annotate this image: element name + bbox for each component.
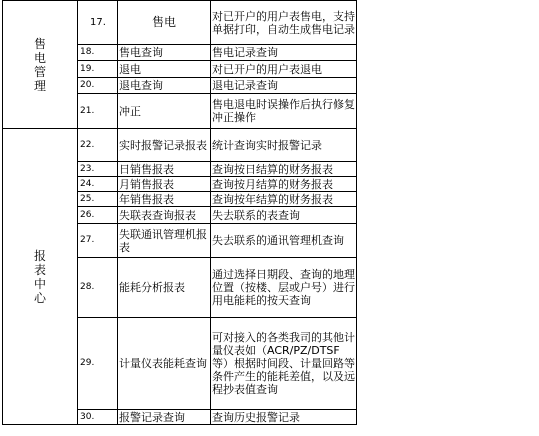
function-name: 计量仪表能耗查询 — [118, 318, 211, 410]
function-description: 退电记录查询 — [211, 78, 357, 94]
row-number: 19. — [78, 61, 118, 78]
function-name: 售电查询 — [118, 45, 211, 61]
function-name: 能耗分析报表 — [118, 258, 211, 318]
function-name: 实时报警记录报表 — [118, 129, 211, 162]
function-description: 查询按年结算的财务报表 — [211, 192, 357, 207]
section-char: 心 — [33, 290, 46, 305]
row-number: 21. — [78, 94, 118, 129]
table-row — [3, 129, 357, 162]
section-cell-sales-management — [3, 1, 78, 129]
function-name: 日销售报表 — [118, 162, 211, 177]
section-char: 管 — [33, 64, 46, 79]
section-char: 中 — [33, 276, 46, 291]
feature-table — [2, 0, 357, 425]
function-description: 售电退电时误操作后执行修复冲正操作 — [211, 94, 357, 129]
function-name: 冲正 — [118, 94, 211, 129]
function-description: 对已开户的用户表退电 — [211, 61, 357, 78]
function-name: 退电 — [118, 61, 211, 78]
row-number: 28. — [78, 258, 118, 318]
row-number: 25. — [78, 192, 118, 207]
row-number: 26. — [78, 207, 118, 224]
row-number: 23. — [78, 162, 118, 177]
function-name: 退电查询 — [118, 78, 211, 94]
function-name: 失联通讯管理机报表 — [118, 224, 211, 258]
section-char: 报 — [33, 248, 46, 263]
row-number: 22. — [78, 129, 118, 162]
function-description: 售电记录查询 — [211, 45, 357, 61]
function-description: 通过选择日期段、查询的地理位置（按楼、层或户号）进行用电能耗的按天查询 — [211, 258, 357, 318]
section-char: 电 — [33, 50, 46, 65]
section-char: 售 — [33, 36, 46, 51]
row-number: 17. — [78, 1, 118, 45]
table-row — [3, 1, 357, 45]
function-name: 报警记录查询 — [118, 410, 211, 425]
section-cell-report-center — [3, 129, 78, 425]
function-description: 失去联系的表查询 — [211, 207, 357, 224]
function-name: 年销售报表 — [118, 192, 211, 207]
row-number: 27. — [78, 224, 118, 258]
function-description: 查询历史报警记录 — [211, 410, 357, 425]
function-name: 售电 — [118, 1, 211, 45]
function-description: 失去联系的通讯管理机查询 — [211, 224, 357, 258]
function-description: 可对接入的各类我司的其他计量仪表如（ACR/PZ/DTSF等）根据时间段、计量回路等条件产生的能耗差值，以及远程抄表值查询 — [211, 318, 357, 410]
row-number: 20. — [78, 78, 118, 94]
row-number: 24. — [78, 177, 118, 192]
row-number: 29. — [78, 318, 118, 410]
function-name: 月销售报表 — [118, 177, 211, 192]
function-description: 查询按日结算的财务报表 — [211, 162, 357, 177]
function-description: 统计查询实时报警记录 — [211, 129, 357, 162]
function-description: 对已开户的用户表售电，支持单据打印，自动生成售电记录 — [211, 1, 357, 45]
row-number: 30. — [78, 410, 118, 425]
section-char: 理 — [33, 78, 46, 93]
function-description: 查询按月结算的财务报表 — [211, 177, 357, 192]
function-name: 失联表查询报表 — [118, 207, 211, 224]
row-number: 18. — [78, 45, 118, 61]
section-char: 表 — [33, 262, 46, 277]
